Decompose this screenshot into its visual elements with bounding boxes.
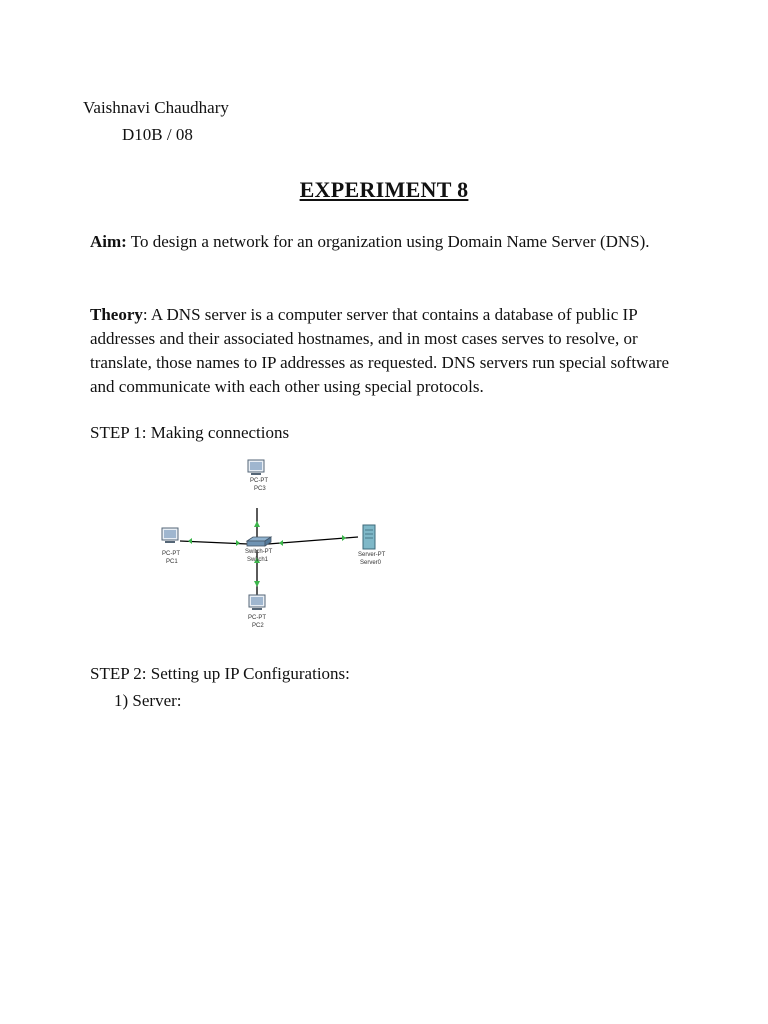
server-name-label: Server0 bbox=[360, 560, 382, 566]
network-topology-diagram bbox=[150, 455, 400, 635]
theory-label: Theory bbox=[90, 305, 143, 324]
roll-number: D10B / 08 bbox=[122, 125, 193, 144]
server-type-label: Server-PT bbox=[358, 552, 386, 558]
server-node bbox=[363, 525, 375, 549]
pc3-node bbox=[248, 460, 264, 475]
aim-label: Aim: bbox=[90, 232, 127, 251]
server-list-item: 1) Server: bbox=[114, 691, 182, 710]
author-name: Vaishnavi Chaudhary bbox=[83, 98, 229, 117]
theory-text: : A DNS server is a computer server that contains a database of public IP addresses and their associated hostnames, and in most cases serves to resolve, or translate, those names to IP addresses as requested. DNS servers run special software and communicate with each other using special protocols. bbox=[90, 305, 670, 396]
server-icon bbox=[363, 525, 375, 549]
aim-paragraph bbox=[90, 230, 670, 254]
switch-name-label: Switch1 bbox=[247, 557, 269, 563]
pc2-node bbox=[249, 595, 265, 610]
pc2-name-label: PC2 bbox=[252, 623, 264, 629]
link-up-marker bbox=[279, 540, 283, 546]
pc1-name-label: PC1 bbox=[166, 559, 178, 565]
pc3-name-label: PC3 bbox=[254, 486, 266, 492]
step2-heading: STEP 2: Setting up IP Configurations: bbox=[90, 664, 350, 683]
link-up-marker bbox=[254, 521, 260, 527]
link-up-marker bbox=[254, 581, 260, 587]
theory-paragraph bbox=[90, 303, 670, 399]
aim-text: To design a network for an organization using Domain Name Server (DNS). bbox=[126, 232, 650, 251]
link-up-marker bbox=[188, 538, 192, 544]
page-title: EXPERIMENT 8 bbox=[299, 177, 469, 202]
link-up-marker bbox=[236, 540, 240, 546]
pc3-type-label: PC-PT bbox=[250, 478, 268, 484]
pc2-type-label: PC-PT bbox=[248, 615, 266, 621]
link-up-marker bbox=[342, 535, 346, 541]
switch-node bbox=[247, 537, 271, 546]
pc1-type-label: PC-PT bbox=[162, 551, 180, 557]
pc1-node bbox=[162, 528, 178, 543]
switch-type-label: Switch-PT bbox=[245, 549, 273, 555]
step1-heading: STEP 1: Making connections bbox=[90, 423, 290, 442]
